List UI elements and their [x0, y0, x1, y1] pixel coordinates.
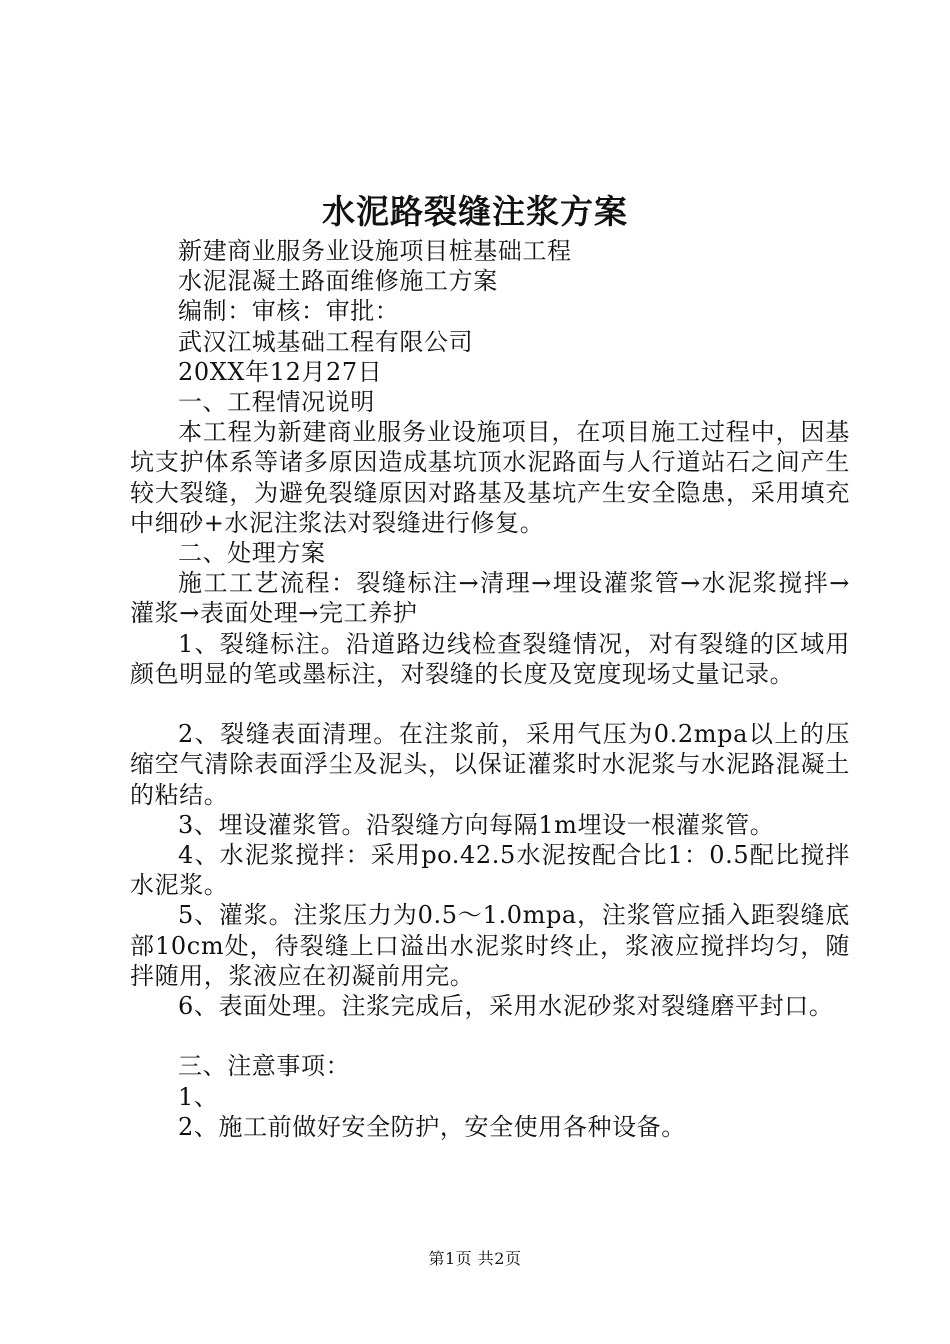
step-paragraph: 3、埋设灌浆管。沿裂缝方向每隔1m埋设一根灌浆管。 [178, 810, 775, 839]
section-heading-plan: 二、处理方案 [178, 539, 326, 568]
company-line: 武汉江城基础工程有限公司 [178, 327, 474, 356]
situation-paragraph: 本工程为新建商业服务业设施项目，在项目施工过程中，因基坑支护体系等诸多原因造成基坑顶水泥路面与人行道站石之间产生较大裂缝，为避免裂缝原因对路基及基坑产生安全隐患，采用填充中细砂+水泥注浆法对裂缝进行修复。 [130, 418, 850, 537]
step-paragraph: 4、水泥浆搅拌：采用po.42.5水泥按配合比1：0.5配比搅拌水泥浆。 [130, 841, 850, 900]
document-body [130, 236, 850, 1142]
document-title: 水泥路裂缝注浆方案 [322, 192, 628, 231]
section-heading-situation: 一、工程情况说明 [178, 388, 375, 417]
note-item: 1、 [178, 1082, 219, 1111]
approval-line: 编制：审核：审批： [178, 297, 400, 326]
step-paragraph: 1、裂缝标注。沿道路边线检查裂缝情况，对有裂缝的区域用颜色明显的笔或墨标注，对裂缝的长度及宽度现场丈量记录。 [130, 629, 850, 688]
page-number-footer: 第1页 共2页 [428, 1249, 522, 1268]
step-paragraph: 2、裂缝表面清理。在注浆前，采用气压为0.2mpa以上的压缩空气清除表面浮尘及泥头，以保证灌浆时水泥浆与水泥路混凝土的粘结。 [130, 720, 850, 809]
date-line: 20XX年12月27日 [178, 357, 383, 386]
blank-line [130, 1021, 850, 1051]
section-heading-notes: 三、注意事项： [178, 1052, 351, 1081]
step-paragraph: 5、灌浆。注浆压力为0.5～1.0mpa，注浆管应插入距裂缝底部10cm处，待裂缝上口溢出水泥浆时终止，浆液应搅拌均匀，随拌随用，浆液应在初凝前用完。 [130, 901, 850, 990]
step-paragraph: 6、表面处理。注浆完成后，采用水泥砂浆对裂缝磨平封口。 [178, 992, 834, 1021]
project-name-line: 新建商业服务业设施项目桩基础工程 [178, 237, 572, 265]
plan-name-line: 水泥混凝土路面维修施工方案 [178, 267, 498, 296]
note-item: 2、施工前做好安全防护，安全使用各种设备。 [178, 1112, 686, 1141]
process-flow-paragraph: 施工工艺流程：裂缝标注→清理→埋设灌浆管→水泥浆搅拌→灌浆→表面处理→完工养护 [130, 569, 850, 628]
blank-line [130, 689, 850, 719]
